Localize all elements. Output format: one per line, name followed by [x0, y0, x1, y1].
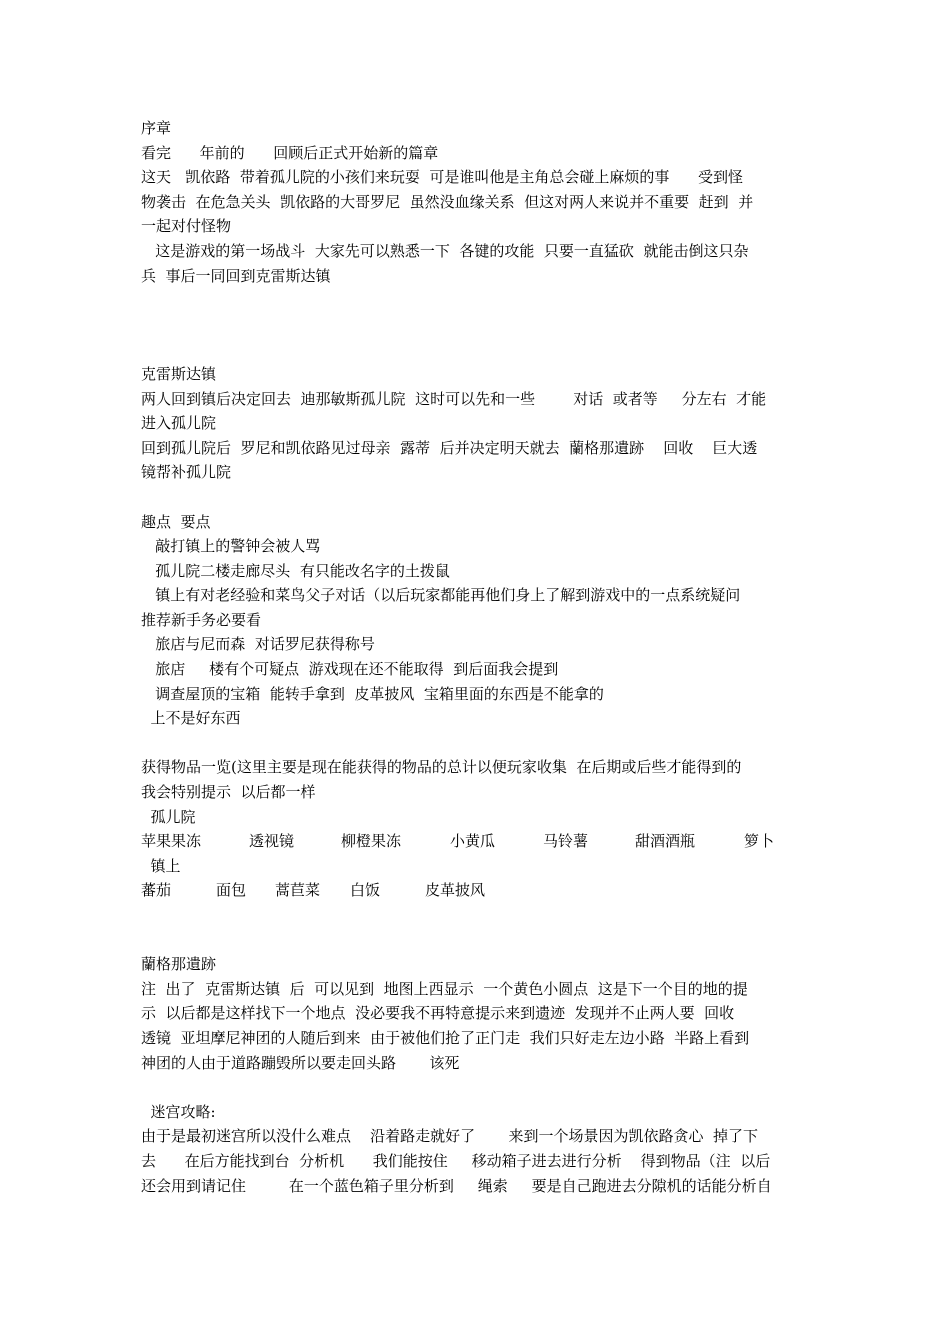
- prologue-line: 这天 凯依路 带着孤儿院的小孩们来玩耍 可是谁叫他是主角总会碰上麻烦的事 受到怪: [141, 168, 743, 187]
- orphanage-label: 孤儿院: [141, 807, 196, 826]
- list-item: 小黄瓜: [450, 832, 496, 851]
- points-line: 上不是好东西: [141, 709, 241, 728]
- town-line: 镜帮补孤儿院: [141, 463, 232, 482]
- list-item: 苹果果冻: [141, 832, 202, 851]
- list-item: 蒿苣菜: [275, 881, 321, 900]
- list-item: 甜酒酒瓶: [635, 832, 696, 851]
- maze-line: 还会用到请记住 在一个蓝色箱子里分析到 绳索 要是自己跑进去分隙机的话能分析自: [141, 1176, 772, 1195]
- maze-heading: 迷宫攻略:: [141, 1102, 216, 1121]
- items-heading: 我会特别提示 以后都一样: [141, 783, 316, 802]
- town-line: 回到孤儿院后 罗尼和凯依路见过母亲 露蒂 后并决定明天就去 蘭格那遺跡 回收 巨大透: [141, 438, 758, 457]
- points-line: 孤儿院二楼走廊尽头 有只能改名字的土拨鼠: [141, 561, 450, 580]
- town-items-label: 镇上: [141, 856, 181, 875]
- ruins-line: 透镜 亚坦摩尼神团的人随后到来 由于被他们抢了正门走 我们只好走左边小路 半路上看到: [141, 1028, 750, 1047]
- list-item: 蕃茄: [141, 881, 172, 900]
- items-heading: 获得物品一览(这里主要是现在能获得的物品的总计以便玩家收集 在后期或后些才能得到的: [141, 758, 742, 777]
- list-item: 皮革披风: [425, 881, 486, 900]
- ruins-heading: 蘭格那遺跡: [141, 955, 217, 974]
- list-item: 马铃薯: [543, 832, 589, 851]
- list-item: 箩卜: [744, 832, 775, 851]
- maze-line: 去 在后方能找到台 分析机 我们能按住 移动箱子进去进行分析 得到物品（注 以后: [141, 1151, 771, 1170]
- town-items: [141, 878, 813, 903]
- town-line: 两人回到镇后决定回去 迪那敏斯孤儿院 这时可以先和一些 对话 或者等 分左右 才能: [141, 389, 767, 408]
- orphanage-items: [141, 829, 813, 854]
- document-page: [141, 116, 813, 1198]
- prologue-heading: 序章: [141, 119, 172, 137]
- prologue-line: 兵 事后一同回到克雷斯达镇: [141, 266, 331, 285]
- points-line: 敲打镇上的警钟会被人骂: [141, 537, 321, 556]
- prologue-line: 看完 年前的 回顾后正式开始新的篇章: [141, 143, 439, 162]
- ruins-line: 示 以后都是这样找下一个地点 没必要我不再特意提示来到遗迹 发现并不止两人要 回收: [141, 1004, 735, 1023]
- points-line: 镇上有对老经验和菜鸟父子对话（以后玩家都能再他们身上了解到游戏中的一点系统疑问: [141, 586, 741, 605]
- ruins-line: 神团的人由于道路蹦毁所以要走回头路 该死: [141, 1053, 460, 1072]
- ruins-line: 注 出了 克雷斯达镇 后 可以见到 地图上西显示 一个黄色小圆点 这是下一个目的地的提: [141, 979, 748, 998]
- points-heading: 趣点 要点: [141, 512, 211, 531]
- points-line: 旅店与尼而森 对话罗尼获得称号: [141, 635, 375, 654]
- maze-line: 由于是最初迷宫所以没什么难点 沿着路走就好了 来到一个场景因为凯依路贪心 掉了下: [141, 1127, 758, 1146]
- prologue-line: 物袭击 在危急关头 凯依路的大哥罗尼 虽然没血缘关系 但这对两人来说并不重要 赶到 并: [141, 192, 754, 211]
- town-heading: 克雷斯达镇: [141, 364, 217, 383]
- list-item: 透视镜: [249, 832, 295, 851]
- points-line: 调查屋顶的宝箱 能转手拿到 皮革披风 宝箱里面的东西是不能拿的: [141, 684, 604, 703]
- list-item: 白饭: [350, 881, 381, 900]
- list-item: 柳橙果冻: [341, 832, 402, 851]
- points-line: 旅店 楼有个可疑点 游戏现在还不能取得 到后面我会提到: [141, 660, 559, 679]
- points-line: 推荐新手务必要看: [141, 610, 262, 629]
- town-line: 进入孤儿院: [141, 414, 217, 433]
- list-item: 面包: [216, 881, 247, 900]
- prologue-line: 一起对付怪物: [141, 217, 232, 236]
- prologue-line: 这是游戏的第一场战斗 大家先可以熟悉一下 各键的攻能 只要一直猛砍 就能击倒这只杂: [141, 241, 749, 260]
